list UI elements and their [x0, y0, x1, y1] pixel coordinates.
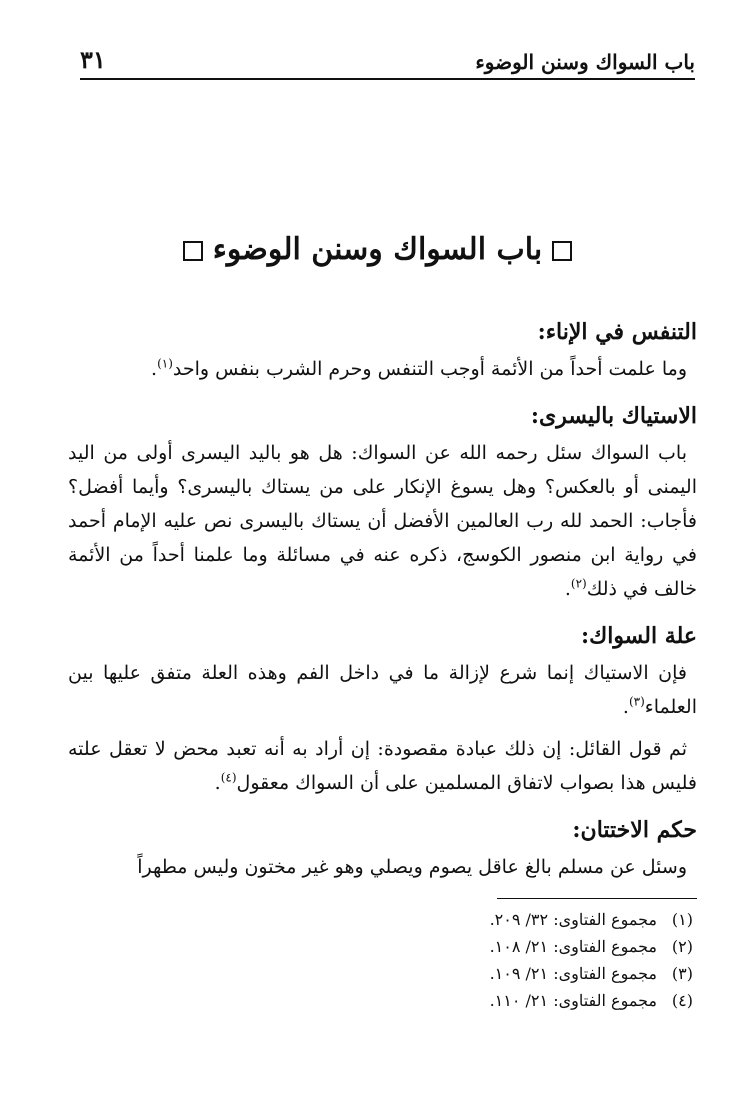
footnote-number: (٤) [671, 991, 693, 1010]
footnote-number: (٣) [671, 964, 693, 983]
footnote-ref: (١) [157, 356, 173, 371]
running-title: باب السواك وسنن الوضوء [475, 50, 695, 74]
footnote-text: مجموع الفتاوى: ٢١/ ١٠٨. [489, 937, 657, 956]
paragraph-end: . [151, 358, 158, 380]
footnote [68, 960, 693, 987]
footnote-text: مجموع الفتاوى: ٢١/ ١٠٩. [489, 964, 657, 983]
footnote [68, 933, 693, 960]
footnote-number: (٢) [671, 937, 693, 956]
section-heading: الاستياك باليسرى: [530, 403, 697, 429]
footnote-ref: (٣) [628, 694, 645, 709]
paragraph-text: باب السواك سئل رحمه الله عن السواك: هل هو باليد اليسرى أولى من اليد اليمنى أو بالعكس؟ وهل يسوغ الإنكار على من يستاك باليسرى؟ وأيما أفضل؟ فأجاب: الحمد لله رب العالمين الأفضل أن يستاك باليسرى نص عليه الإمام أحمد في رواية ابن منصور الكوسج، ذكره عنه في مسائلة وما علمنا أحداً من الأئمة خالف في ذلك [68, 442, 697, 600]
footnote [68, 906, 693, 933]
section [68, 312, 697, 386]
section-heading: حكم الاختتان: [572, 817, 697, 843]
section [68, 396, 697, 606]
footnote-text: مجموع الفتاوى: ٣٢/ ٢٠٩. [489, 910, 657, 929]
paragraph [68, 732, 697, 800]
paragraph-end: . [214, 772, 221, 794]
footnote [68, 987, 693, 1014]
chapter-title-text: باب السواك وسنن الوضوء [212, 232, 543, 267]
chapter-title [0, 232, 755, 267]
paragraph [68, 436, 697, 606]
paragraph [68, 656, 697, 724]
square-ornament-icon [552, 241, 572, 261]
section-heading: علة السواك: [580, 623, 697, 649]
section-heading: التنفس في الإناء: [537, 319, 697, 345]
footnote-rule [497, 898, 697, 899]
page-number: ٣١ [80, 45, 106, 74]
section [68, 810, 697, 884]
paragraph-text: وسئل عن مسلم بالغ عاقل يصوم ويصلي وهو غير مختون وليس مطهراً [137, 856, 687, 878]
running-header [80, 40, 695, 80]
footnote-ref: (٤) [220, 770, 237, 785]
footnotes [68, 906, 693, 1014]
paragraph-end: . [564, 578, 571, 600]
square-ornament-icon [183, 241, 203, 261]
main-text [68, 312, 697, 894]
footnote-text: مجموع الفتاوى: ٢١/ ١١٠. [489, 991, 657, 1010]
footnote-ref: (٢) [570, 576, 587, 591]
paragraph-text: وما علمت أحداً من الأئمة أوجب التنفس وحرم الشرب بنفس واحد [172, 358, 687, 380]
paragraph-end: . [622, 696, 629, 718]
paragraph [68, 352, 697, 386]
paragraph-text: فإن الاستياك إنما شرع لإزالة ما في داخل الفم وهذه العلة متفق عليها بين العلماء [68, 662, 697, 718]
paragraph [68, 850, 697, 884]
footnote-number: (١) [671, 910, 693, 929]
paragraph-text: ثم قول القائل: إن ذلك عبادة مقصودة: إن أراد به أنه تعبد محض لا تعقل علته فليس هذا بصواب لاتفاق المسلمين على أن السواك معقول [68, 738, 697, 794]
section [68, 616, 697, 800]
